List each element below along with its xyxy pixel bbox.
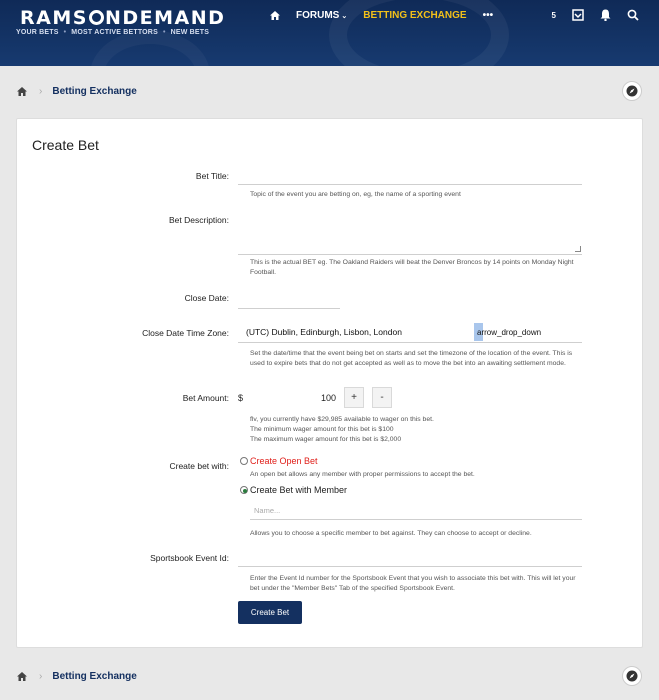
open-bet-hint: An open bet allows any member with proper permissions to accept the bet. (250, 471, 475, 478)
inbox-icon[interactable] (572, 9, 584, 21)
dropdown-arrow-icon[interactable]: arrow_drop_down (477, 328, 542, 337)
sub-navigation: YOUR BETS • MOST ACTIVE BETTORS • NEW BETS (16, 29, 210, 36)
nav-betting-exchange[interactable]: BETTING EXCHANGE (363, 10, 467, 21)
sportsbook-event-input[interactable] (238, 551, 582, 567)
chevron-down-icon: ⌄ (341, 13, 348, 20)
bet-amount-label: Bet Amount: (182, 393, 229, 403)
bet-amount-min-hint: The minimum wager amount for this bet is $100 (250, 426, 394, 433)
close-date-timezone-label: Close Date Time Zone: (142, 328, 229, 338)
bet-title-hint: Topic of the event you are betting on, eg, the name of a sporting event (250, 191, 461, 198)
chevron-right-icon: › (39, 85, 43, 97)
timezone-select[interactable]: (UTC) Dublin, Edinburgh, Lisbon, London (246, 327, 402, 337)
compass-button[interactable] (622, 81, 642, 101)
resize-handle-icon[interactable] (575, 246, 581, 252)
bet-title-input[interactable] (238, 169, 582, 185)
bell-icon[interactable] (600, 9, 611, 21)
member-bet-hint: Allows you to choose a specific member to bet against. They can choose to accept or decline. (250, 530, 532, 537)
logo-ring-icon (89, 10, 104, 25)
breadcrumb-footer (17, 666, 137, 686)
open-bet-label[interactable]: Create Open Bet (250, 456, 318, 466)
bet-amount-max-hint: The maximum wager amount for this bet is $2,000 (250, 436, 402, 443)
member-bet-label[interactable]: Create Bet with Member (250, 485, 348, 495)
header-user-icons (552, 9, 639, 21)
main-navigation (270, 10, 509, 21)
timezone-underline (238, 342, 582, 343)
compass-icon (626, 85, 638, 97)
currency-symbol: $ (238, 393, 244, 403)
sportsbook-event-label: Sportsbook Event Id: (150, 553, 229, 563)
bet-description-hint: This is the actual BET eg. The Oakland Raiders will beat the Denver Broncos by 14 points on Monday Night Football. (250, 259, 574, 276)
bet-title-label: Bet Title: (195, 171, 229, 181)
close-date-input[interactable] (238, 292, 340, 309)
nav-home[interactable] (270, 11, 280, 20)
notification-count[interactable]: 5 (551, 10, 556, 20)
compass-button[interactable] (622, 666, 642, 686)
breadcrumb-betting-exchange[interactable]: Betting Exchange (52, 85, 137, 97)
member-bet-radio[interactable] (240, 486, 248, 494)
home-icon (270, 11, 280, 20)
home-icon[interactable] (17, 672, 27, 681)
close-date-label: Close Date: (184, 293, 229, 303)
chevron-right-icon: › (39, 670, 43, 682)
bet-amount-input[interactable]: 100 (320, 393, 336, 403)
compass-icon (626, 670, 638, 682)
breadcrumb-betting-exchange[interactable]: Betting Exchange (52, 670, 137, 682)
site-header (0, 0, 659, 66)
bet-amount-available-hint: flv, you currently have $29,985 available to wager on this bet. (250, 416, 434, 423)
page-title: Create Bet (32, 137, 99, 153)
increment-button[interactable]: + (344, 387, 364, 408)
sportsbook-event-hint: Enter the Event Id number for the Sportsbook Event that you wish to associate this bet with. This will let your bet under the "Member Bets" Tab of the specified Sportsbook Event. (250, 575, 576, 592)
bet-description-textarea[interactable] (238, 207, 582, 255)
search-icon[interactable] (627, 9, 639, 21)
nav-forums[interactable]: FORUMS ⌄ (296, 10, 348, 21)
decrement-button[interactable]: - (372, 387, 392, 408)
create-bet-with-label: Create bet with: (169, 461, 229, 471)
create-bet-button[interactable]: Create Bet (238, 601, 302, 624)
member-name-input[interactable]: Name... (250, 503, 582, 520)
site-logo[interactable]: RAMS NDEMAND (20, 7, 226, 29)
bet-description-label: Bet Description: (169, 215, 229, 225)
open-bet-radio[interactable] (240, 457, 248, 465)
subnav-new-bets[interactable]: NEW BETS (170, 29, 210, 36)
create-bet-form (16, 118, 643, 648)
nav-more[interactable]: ••• (482, 10, 494, 21)
subnav-your-bets[interactable]: YOUR BETS (16, 29, 59, 36)
timezone-hint: Set the date/time that the event being bet on starts and set the timezone of the location of the event. This is used to expire bets that do not get accepted as well as to move the bet into an awaiting settlement mode. (250, 350, 573, 367)
breadcrumb (17, 81, 137, 101)
subnav-most-active-bettors[interactable]: MOST ACTIVE BETTORS (71, 29, 158, 36)
home-icon[interactable] (17, 87, 27, 96)
